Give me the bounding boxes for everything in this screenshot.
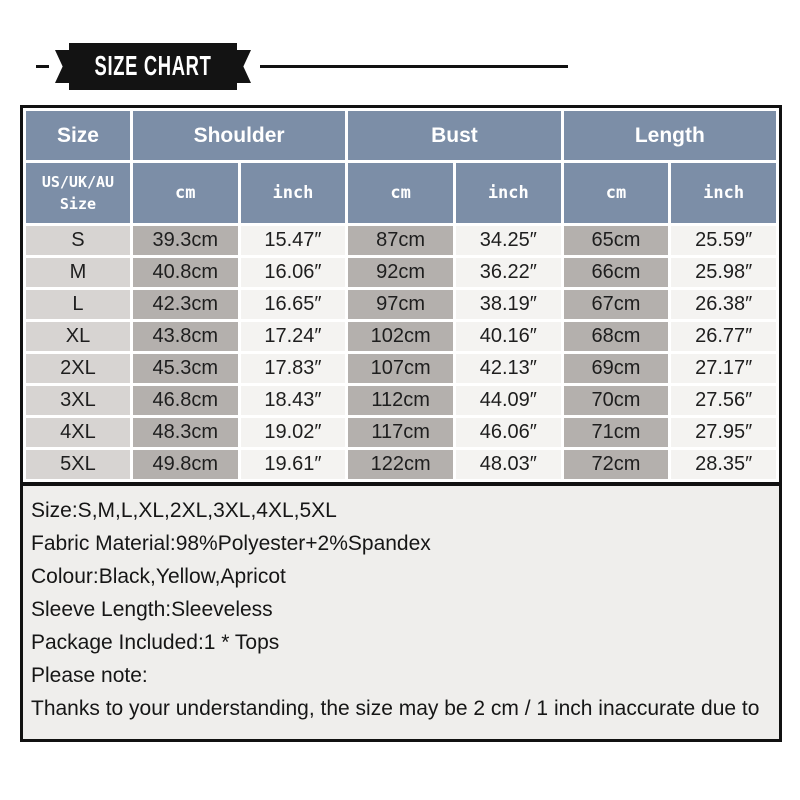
bust-cm-cell: 102cm [348,322,453,351]
length-cm-cell: 65cm [564,226,669,255]
bust-inch-cell: 44.09″ [456,386,561,415]
bust-cm-cell: 117cm [348,418,453,447]
table-row [26,450,776,479]
product-details-box [20,483,782,742]
detail-line: Sleeve Length:Sleeveless [31,598,273,621]
length-cm-cell: 67cm [564,290,669,319]
table-row [26,226,776,255]
size-cell: 3XL [26,386,130,415]
bust-inch-cell: 48.03″ [456,450,561,479]
length-inch-cell: 27.95″ [671,418,776,447]
col-header-length: Length [564,111,776,160]
detail-line: Thanks to your understanding, the size may be 2 cm / 1 inch inaccurate due to [31,697,760,720]
shoulder-cm-cell: 48.3cm [133,418,238,447]
bust-cm-cell: 112cm [348,386,453,415]
size-table [20,105,782,485]
shoulder-inch-cell: 16.06″ [241,258,346,287]
shoulder-cm-cell: 42.3cm [133,290,238,319]
subheader-size-line1: US/UK/AU [41,173,115,191]
size-cell: L [26,290,130,319]
banner-rule [260,65,568,68]
shoulder-cm-cell: 40.8cm [133,258,238,287]
table-row [26,290,776,319]
length-cm-cell: 69cm [564,354,669,383]
col-header-bust: Bust [348,111,560,160]
length-cm-cell: 70cm [564,386,669,415]
shoulder-inch-cell: 15.47″ [241,226,346,255]
banner [36,43,568,90]
size-cell: 5XL [26,450,130,479]
table-row [26,354,776,383]
length-inch-cell: 26.38″ [671,290,776,319]
table-row [26,418,776,447]
length-cm-cell: 72cm [564,450,669,479]
length-cm-cell: 66cm [564,258,669,287]
size-table-header [26,111,776,223]
shoulder-inch-cell: 18.43″ [241,386,346,415]
bust-cm-cell: 87cm [348,226,453,255]
bust-inch-cell: 34.25″ [456,226,561,255]
subheader-shoulder-cm: cm [133,163,238,223]
shoulder-cm-cell: 46.8cm [133,386,238,415]
length-inch-cell: 25.98″ [671,258,776,287]
shoulder-cm-cell: 39.3cm [133,226,238,255]
length-cm-cell: 71cm [564,418,669,447]
subheader-shoulder-inch: inch [241,163,346,223]
col-header-size: Size [26,111,130,160]
bust-cm-cell: 97cm [348,290,453,319]
col-header-shoulder: Shoulder [133,111,345,160]
shoulder-inch-cell: 17.83″ [241,354,346,383]
subheader-bust-cm: cm [348,163,453,223]
length-inch-cell: 28.35″ [671,450,776,479]
shoulder-cm-cell: 43.8cm [133,322,238,351]
length-inch-cell: 27.56″ [671,386,776,415]
subheader-us-uk-au-size [26,163,130,223]
banner-left-dash [36,65,49,68]
detail-line: Package Included:1 * Tops [31,631,280,654]
length-inch-cell: 26.77″ [671,322,776,351]
bust-inch-cell: 36.22″ [456,258,561,287]
header-unit-row [26,163,776,223]
bust-cm-cell: 122cm [348,450,453,479]
bust-inch-cell: 42.13″ [456,354,561,383]
size-cell: M [26,258,130,287]
shoulder-inch-cell: 19.02″ [241,418,346,447]
shoulder-inch-cell: 17.24″ [241,322,346,351]
detail-line: Please note: [31,664,148,687]
detail-line: Colour:Black,Yellow,Apricot [31,565,286,588]
size-cell: S [26,226,130,255]
size-cell: XL [26,322,130,351]
shoulder-cm-cell: 49.8cm [133,450,238,479]
subheader-length-inch: inch [671,163,776,223]
length-inch-cell: 27.17″ [671,354,776,383]
size-cell: 4XL [26,418,130,447]
table-row [26,258,776,287]
bust-inch-cell: 40.16″ [456,322,561,351]
banner-title: SIZE CHART [94,50,212,82]
detail-line: Fabric Material:98%Polyester+2%Spandex [31,532,431,555]
subheader-size-line2: Size [59,195,97,213]
detail-line: Size:S,M,L,XL,2XL,3XL,4XL,5XL [31,499,337,522]
length-cm-cell: 68cm [564,322,669,351]
size-table-body [26,226,776,479]
shoulder-cm-cell: 45.3cm [133,354,238,383]
shoulder-inch-cell: 19.61″ [241,450,346,479]
subheader-length-cm: cm [564,163,669,223]
size-cell: 2XL [26,354,130,383]
length-inch-cell: 25.59″ [671,226,776,255]
shoulder-inch-cell: 16.65″ [241,290,346,319]
bust-inch-cell: 38.19″ [456,290,561,319]
size-chart-ribbon [55,43,251,90]
bust-cm-cell: 92cm [348,258,453,287]
table-row [26,322,776,351]
subheader-bust-inch: inch [456,163,561,223]
bust-cm-cell: 107cm [348,354,453,383]
header-group-row [26,111,776,160]
bust-inch-cell: 46.06″ [456,418,561,447]
ribbon-body [69,43,237,90]
table-row [26,386,776,415]
